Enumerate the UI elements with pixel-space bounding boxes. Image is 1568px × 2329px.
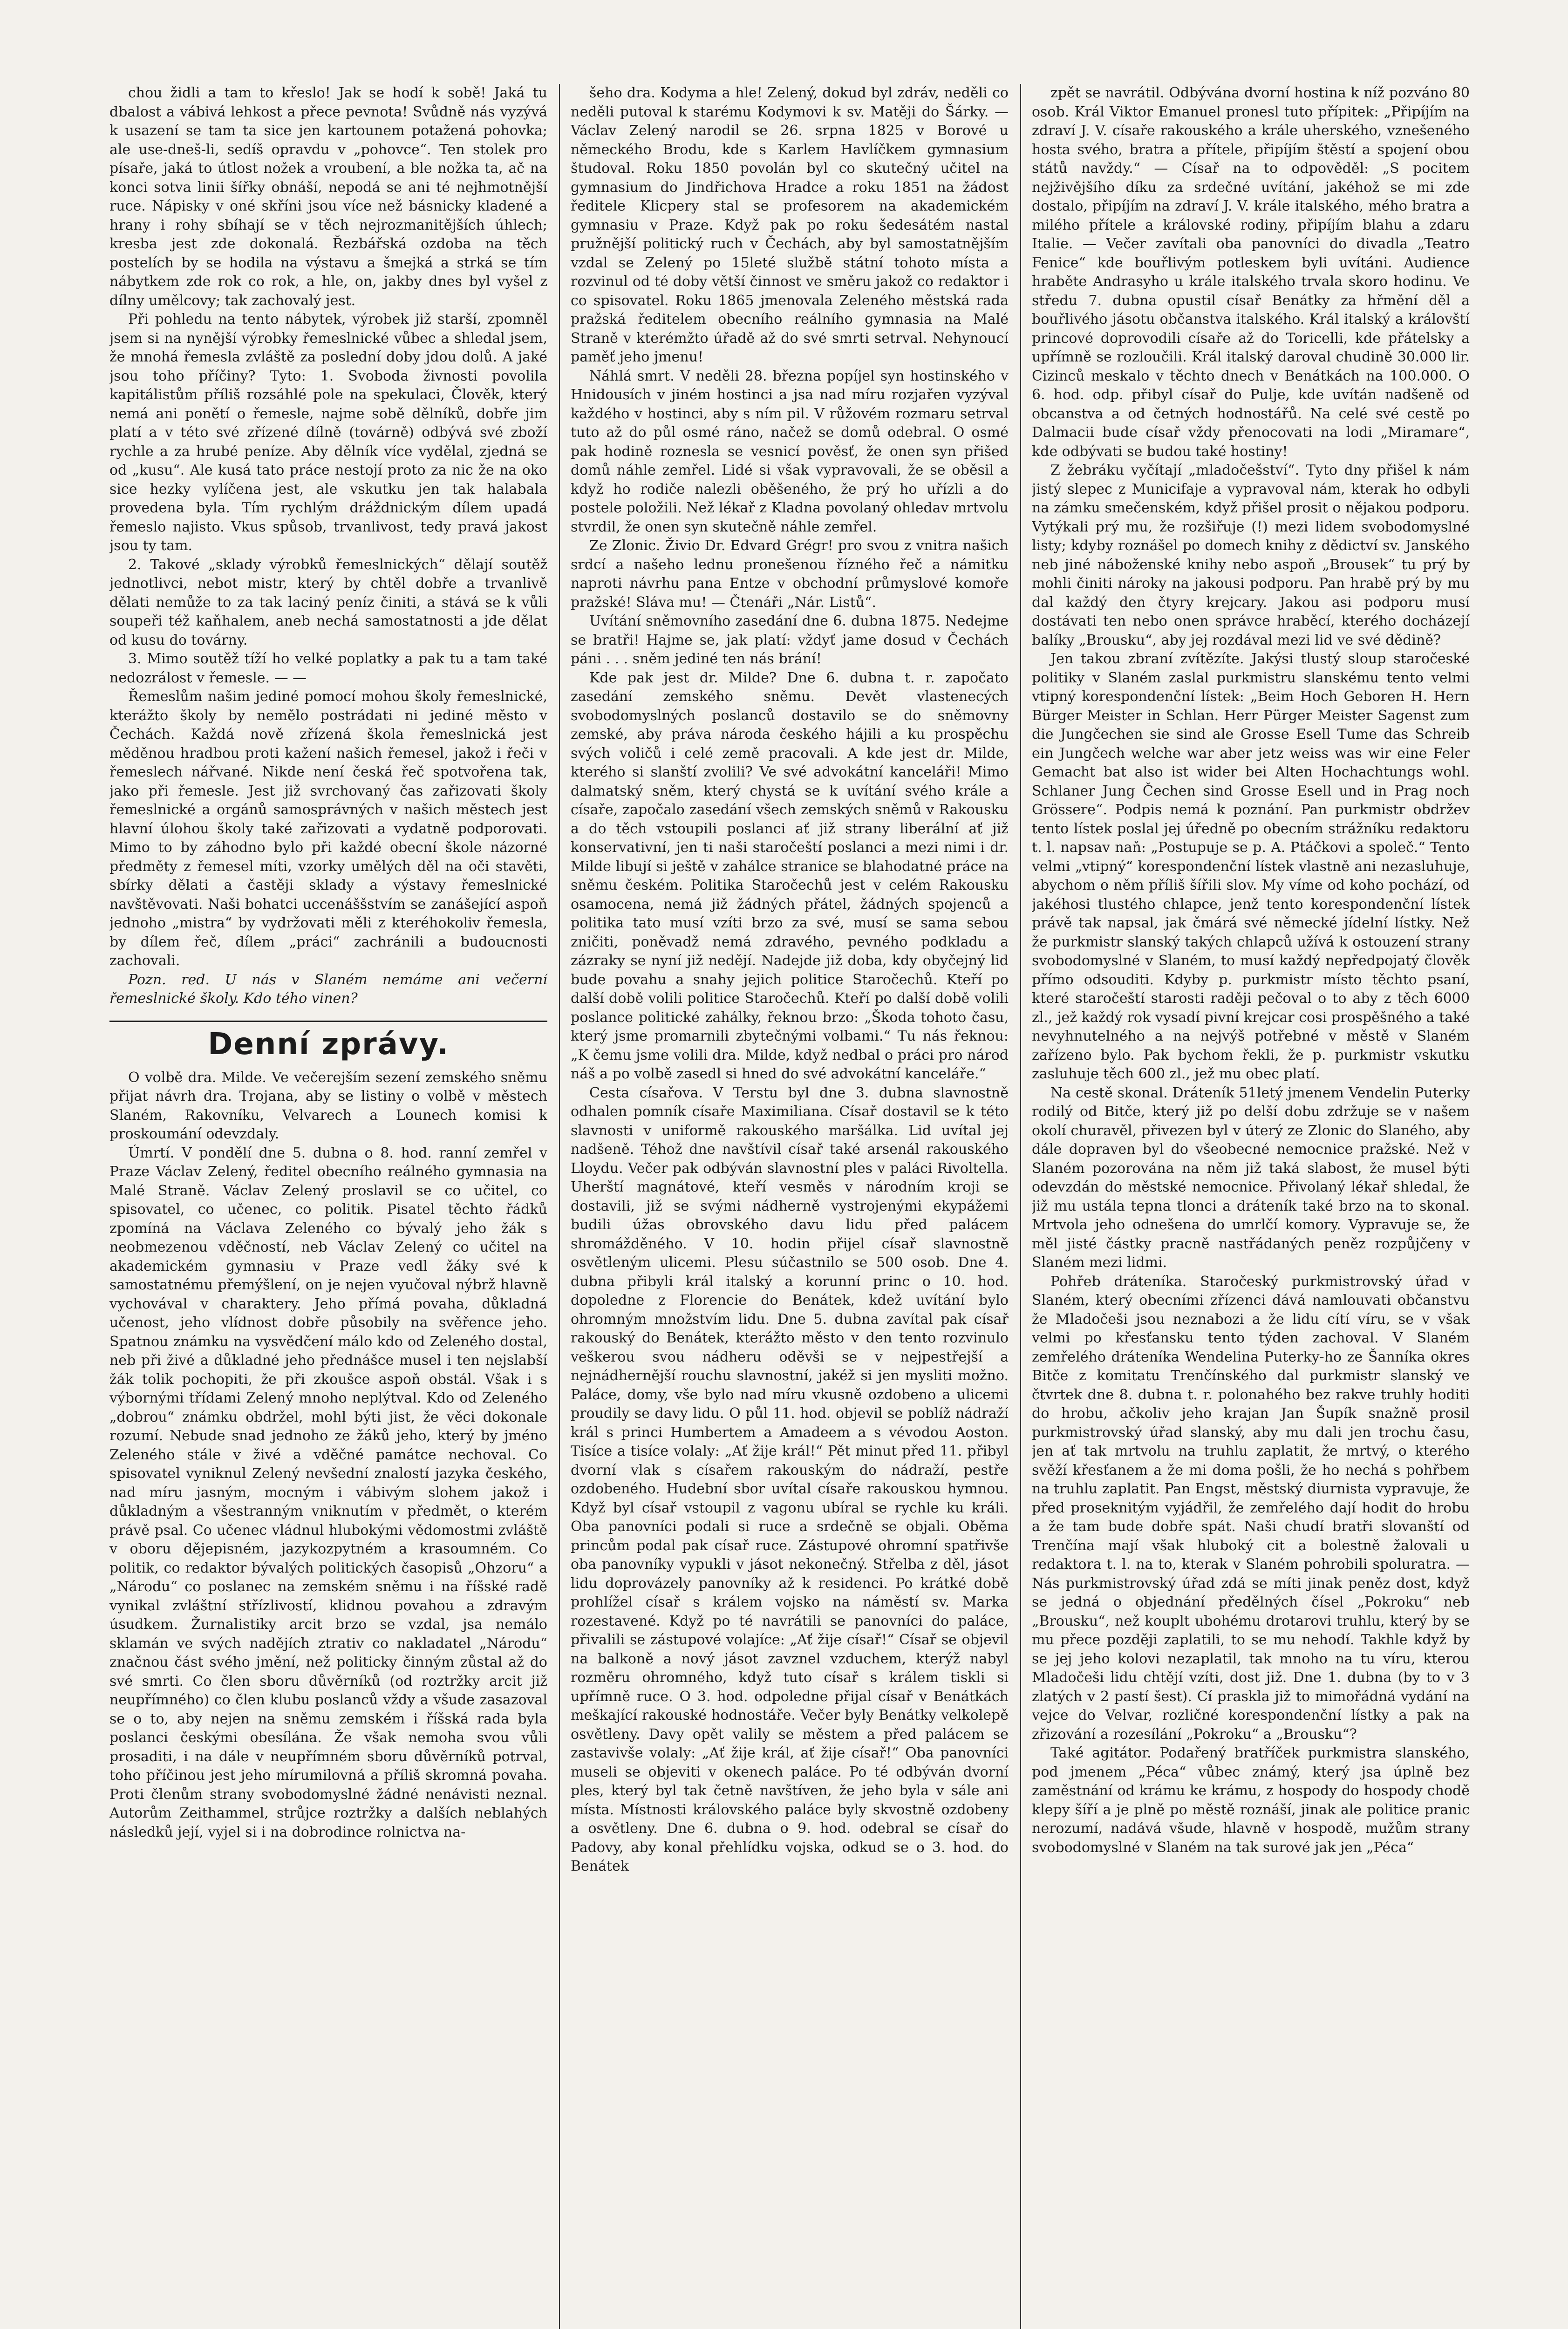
paragraph: O volbě dra. Milde. Ve večerejším sezení zemského sněmu přijat návrh dra. Trojana, aby se listiny o volbě v městech Slaném, Rakovníku, Velvarech a Lounech komisi k proskoumání odevzdaly. [109, 1069, 547, 1142]
column-3 [1032, 84, 1470, 2329]
paragraph: šeho dra. Kodyma a hle! Zelený, dokud byl zdráv, neděli co neděli putoval k starému Kodymovi k sv. Matěji do Šárky. — Václav Zelený narodil se 26. srpna 1825 v Borové u německého Brodu, kde s Karlem Havlíčkem gymnasium študoval. Roku 1850 povolán byl co skutečný učitel na gymnasium do Jindřichova Hradce a roku 1851 na žádost ředitele Klicpery stal se profesorem na akademickém gymnasiu v Praze. Když pak po roku šedesátém nastal pružnější politický ruch v Čechách, aby byl samostatnějším vzdal se Zelený po 15leté službě státní tohoto místa a rozvinul od té doby větší činnost ve směru jakož co redaktor i co spisovatel. Roku 1865 jmenovala Zeleného městská rada pražská ředitelem obecního reálního gymnasia na Malé Straně v kterémžto úřadě až do své smrti setrval. Nehynoucí paměť jeho jmenu! [571, 85, 1009, 365]
paragraph: Úmrtí. V pondělí dne 5. dubna o 8. hod. ranní zemřel v Praze Václav Zelený, ředitel obecního reálného gymnasia na Malé Straně. Václav Zelený proslavil se co učitel, co spisovatel, co učenec, co politik. Pisatel těchto řádků zpomíná na Václava Zeleného co bývalý jeho žák s neobmezenou vděčností, neb Václav Zelený co učitel na akademickém gymnasiu v Praze vedl žáky své k samostatnému přemýšlení, on je nejen vyučoval nýbrž hlavně vychovával v charaktery. Jeho přímá povaha, důkladná učenost, jeho vlídnost dobře působily na svěřence jeho. Spatnou známku na vysvědčení málo kdo od Zeleného dostal, neb při živé a důkladné jeho přednášce musel i ten nejslabší žák tolik pochopiti, že při zkoušce aspoň obstál. Však i s výbornými třídami Zelený mnoho neplýtval. Kdo od Zeleného „dobrou“ známku obdržel, mohl býti jist, že věci dokonale rozumí. Nebude snad jednoho ze žáků jeho, který by jméno Zeleného stále v živé a vděčné památce nechoval. Co spisovatel vyniknul Zelený nevšední znalostí jazyka českého, nad míru jasným, mocným i vábivým slohem jakož i důkladným a všestranným vniknutím v předmět, o kterém právě psal. Co učenec vládnul hlubokými vědomostmi zvláště v oboru dějepisném, jazykozpytném a krasoumném. Co politik, co redaktor bývalých politických časopisů „Ohzoru“ a „Národu“ co poslanec na zemském sněmu i na říšské radě vynikal zvláštní střízlivostí, klidnou povahou a zdravým úsudkem. Žurnalistiky arcit brzo se vzdal, jsa nemálo sklamán ve svých nadějích ztrativ co nakladatel „Národu“ značnou část svého jmění, než politicky činným zůstal až do své smrti. Co člen sboru důvěrníků (od roztržky arcit již neupřímného) co člen klubu poslanců vždy a všude zasazoval se o to, aby nejen na sněmu zemském i říšská rada byla poslanci českými obesílána. Že však nemoha svou vůli prosaditi, i na dále v neupřímném sboru důvěrníků potrval, toho příčinou jest jeho mírumilovná a příliš skromná povaha. Proti členům strany svobodomyslné žádné nenávisti neznal. Autorům Zeithammel, strůjce roztržky a dalších neblahých následků její, vyjel si i na dobrodince rolnictva na- [109, 1144, 547, 1840]
column-rule [559, 84, 560, 2329]
paragraph: Na cestě skonal. Dráteník 51letý jmenem Vendelin Puterky rodilý od Bitče, který již po delší dobu zdržuje se v našem okolí churavěl, přivezen byl v úterý ze Zlonic do Slaného, aby dále dopraven byl do všeobecné nemocnice pražské. Než v Slaném pozorována na něm již taká slabost, že musel býti odevzdán do městské nemocnice. Přivolaný lékař shledal, že již mu ustála tepna tlonci a dráteník také brzo na to skonal. Mrtvola jeho odnešena do umrlčí komory. Vypravuje se, že měl jisté částky pracně nastřádaných peněz rozpůjčeny v Slaném mezi lidmi. [1032, 1084, 1470, 1271]
column-rule [1020, 84, 1021, 2329]
paragraph: Pohřeb dráteníka. Staročeský purkmistrovský úřad v Slaném, který obecními zřízenci dává namlouvati občanstvu že Mladočeši jsou neznabozi a že lidu cítí víru, se v však velmi po křesťansku tento týden zachoval. V Slaném zemřelého dráteníka Wendelina Puterky-ho ze Šanníka okres Bitče z komitatu Trenčínského dal purkmistr slanský ve čtvrtek dne 8. dubna t. r. polonahého bez rakve truhly hoditi do hrobu, ačkoliv jeho krajan Jan Šupík snažně prosil purkmistrovský úřad slanský, aby mu dali jen trochu času, jen ať tak mrtvolu na truhlu zaplatit, že mrtvý, o kterého svěží křesťanem a že mi doma pošli, že ho nechá s pohřbem na truhlu zaplatit. Pan Engst, městský diurnista vypravuje, že před proseknitým vyjádřil, že zemřelého dají hodit do hrobu a že tam bude dobře spát. Naši chudí bratři slovanští od Trenčína mají však hluboký cit a bolestně žalovali u redaktora t. l. na to, kterak v Slaném pohrobili spoluratra. — Nás purkmistrovský úřad zdá se míti jinak peněz dost, když se jedná o objednání předělných čísel „Pokroku“ neb „Brousku“, než kouplt ubohému drotarovi truhlu, který by se mu přece později zaplatili, to se mu nehodí. Takhle když by se jej jeho kolovi nezaplatil, tak mnoho na tu víru, kterou Mladočeši lidu chtějí vzíti, dost již. Dne 1. dubna (by to v 3 zlatých v 2 pastí šest). Cí praskla již to mimořádná vydání na vejce do Velvar, rozličné korespondenční lístky a pak na zřizování a rozesílání „Pokroku“ a „Brousku“? [1032, 1273, 1470, 1743]
paragraph: Řemeslům našim jediné pomocí mohou školy řemeslnické, kterážto školy by nemělo postrádati ni jediné město v Čechách. Každá nově zřízená škola řemeslnická jest měděnou hradbou proti kažení našich řemesel, jakož i řeči v řemeslech nářvané. Nikde není česká řeč spotvořena tak, jako při řemesle. Jest již svrchovaný čas zařizovati školy řemeslnické a orgánů samosprávných v našich městech jest hlavní úlohou školy také zařizovati a vydatně podporovati. Mimo to by záhodno bylo při každé obecní škole názorné předměty z řemesel míti, vzorky umělých děl na oči stavěti, sbírky dělati a častěji sklady a výstavy řemeslnické navštěvovati. Naši bohatci uccenáššstvím se zanášející aspoň jednoho „mistra“ by vydržovati měli z kteréhokoliv řemesla, by dílem řeč, dílem „práci“ zachránili a budoucnosti zachovali. [109, 688, 547, 969]
editor-note: Pozn. red. U nás v Slaném nemáme ani večerní řemeslnické školy. Kdo tého vinen? [109, 971, 547, 1007]
paragraph: Náhlá smrt. V neděli 28. března popíjel syn hostinského v Hnidousích v jiném hostinci a jsa nad míru rozjařen vyzýval každého v hostinci, aby s ním pil. V růžovém rozmaru setrval tuto až do půl osmé ráno, načež se domů odebral. O osmé pak hodině roznesla se vesnicí pověsť, že onen syn přišed domů náhle zemřel. Lidé si však vypravovali, že se oběsil a když ho rodiče nalezli oběšeného, že prý ho uřízli a do postele položili. Než lékař z Kladna povolaný ohledav mrtvolu stvrdil, že onen syn skutečně náhle zemřel. [571, 368, 1009, 535]
paragraph: 2. Takové „sklady výrobků řemeslnických“ dělají soutěž jednotlivci, nebot mistr, který by chtěl dobře a trvanlivě dělati nemůže to za tak laciný peníz činiti, a stává se k vůli soupeři též kaňhalem, aneb nechá samostatnosti a jde dělat od kusu do továrny. [109, 556, 547, 648]
paragraph: Z žebráku vyčítají „mladočešství“. Tyto dny přišel k nám jistý slepec z Municifaje a vypravoval nám, kterak ho odbyli na zámku smečenském, když přišel prosit o nějakou podporu. Vytýkali prý mu, že rozšiřuje (!) mezi lidem svobodomyslné listy; kdyby roznášel po domech knihy z dědictví sv. Janského neb jiné náboženské knihy nebo aspoň „Brousek“ tu prý by mohli činiti nároky na jakousi podporu. Pan hrabě prý by mu dal každý den čtyry krejcary. Jakou asi podporu musí dostávati ten nebo onen správce hraběcí, kterého docházejí balíky „Brousku“, aby jej rozdával mezi lid ve své dědině? [1032, 462, 1470, 648]
paragraph: Uvítání sněmovního zasedání dne 6. dubna 1875. Nedejme se bratři! Hajme se, jak platí: vždyť jame dosud v Čechách páni . . . sněm jediné ten nás brání! [571, 613, 1009, 667]
paragraph: Cesta císařova. V Terstu byl dne 3. dubna slavnostně odhalen pomník císaře Maximiliana. Císař dostavil se k této slavnosti v uniformě rakouského maršálka. Lid uvítal jej nadšeně. Téhož dne navštívil císař také arsenál rakouského Lloydu. Večer pak odbýván slavnostní ples v paláci Rivoltella. Uherští magnátové, kteří vesměs v národním kroji se dostavili, již se svými nádherně vystrojenými ekypážemi budili úžas obrovského davu lidu před palácem shromážděného. V 10. hodin přijel císař slavnostně osvětleným ulicemi. Plesu súčastnilo se 500 osob. Dne 4. dubna přibyli král italský a korunní princ o 10. hod. dopoledne z Florencie do Benátek, kdež uvítání bylo ohromným množstvím lidu. Dne 5. dubna zavítal pak císař rakouský do Benátek, kterážto město v den tento rozvinulo veškerou svou nádheru oděvši se v nejpestřejší a nejnádhernější rouchu slavnostní, jakéž si jen mysliti možno. Paláce, domy, vše bylo nad míru vkusně ozdobeno a ulicemi proudily se davy lidu. O půl 11. hod. objevil se poblíž nádraží král s princi Humbertem a Amadeem a s vévodou Aoston. Tisíce a tisíce volaly: „Ať žije král!“ Pět minut před 11. přibyl dvorní vlak s císařem rakouským do nádraží, pestře ozdobeného. Hudební sbor uvítal císaře rakouskou hymnou. Když byl císař vstoupil z vagonu ubíral se rychle ku králi. Oba panovníci podali si ruce a srdečně se objali. Oběma princům podal pak císař ruce. Zástupové ohromní spatřivše oba panovníky vypukli v jásot nekonečný. Střelba z děl, jásot lidu doprovázely panovníky až k residenci. Po krátké době prohlížel císař s králem vojsko na náměstí sv. Marka rozestavené. Když po té navrátili se panovníci do paláce, přivalili se zástupové volajíce: „Ať žije císař!“ Císař se objevil na balkoně a nový jásot zavznel vzduchem, kterýž nabyl rozměru ohromného, když tuto císař s králem tiskli si upřímně ruce. O 3. hod. odpoledne přijal císař v Benátkách meškající rakouské hodnostáře. Večer byly Benátky velkolepě osvětleny. Davy opět valily se městem a před palácem se zastavivše volaly: „Ať žije král, ať žije císař!“ Oba panovníci museli se objeviti v okenech paláce. Po té odbýván dvorní ples, který byl tak četně navštíven, že jeho byla v sále ani místa. Místnosti královského paláce byly skvostně ozdobeny a osvětleny. Dne 6. dubna o 9. hod. odebral se císař do Padovy, aby konal přehlídku vojska, odkud se o 3. hod. do Benátek [571, 1084, 1009, 1874]
paragraph: Kde pak jest dr. Milde? Dne 6. dubna t. r. započato zasedání zemského sněmu. Devět vlastenecých svobodomyslných poslanců dostavilo se do sněmovny zemské, aby práva národa českého hájili a ku prospěchu svých voličů i celé země pracovali. A kde jest dr. Milde, kterého si slanští zvolili? Ve své advokátní kanceláři! Mimo dalmatský sněm, který chystá se k uvítání svého krále a císaře, započalo zasedání všech zemských sněmů v Rakousku a do těch vstoupili poslanci ať již strany liberální ať již konservativní, jen ti naši staročeští poslanci a mezi nimi i dr. Milde libují si ještě v zahálce stranice se blahodatné práce na sněmu českém. Politika Staročechů jest v celém Rakousku osamocena, nemá již žádných přátel, žádných spojenců a politika tato musí vzíti brzo za své, musí se sama sebou zničiti, poněvadž nemá zdravého, pevného podkladu a zázraky se nyní již nedějí. Nadejde již doba, kdy obyčejný lid bude povahu a snahy jejich politice Staročechů. Kteří po další době volili politice Staročechů. Kteří po další době volili poslance politické zahálky, řeknou brzo: „Škoda tohoto času, který jsme promarnili zbytečnými volbami.“ Tu nás řeknou: „K čemu jsme volili dra. Milde, když nedbal o práci pro národ náš a po volbě zasedl si hned do své advokátní kanceláře.“ [571, 669, 1009, 1082]
paragraph: 3. Mimo soutěž tíží ho velké poplatky a pak tu a tam také nedozrálost v řemesle. — — [109, 651, 547, 686]
section-divider [109, 1021, 547, 1022]
newspaper-page [109, 84, 1470, 2329]
paragraph: Ze Zlonic. Živio Dr. Edvard Grégr! pro svou z vnitra našich srdcí a našeho lednu pronešenou řízného řeč a námitku naproti návrhu pana Entze v obchodní průmyslové komoře pražské! Sláva mu! — Čtenáři „Nár. Listů“. [571, 538, 1009, 611]
column-1 [109, 84, 547, 2329]
paragraph: Také agitátor. Podařený bratříček purkmistra slanského, pod jmenem „Péca“ vůbec známý, který jsa úplně bez zaměstnání od krámu ke krámu, z hospody do hospody chodě klepy šíří a je plně po městě roznáší, jinak ale politice pranic nerozumí, nadává všude, hlavně v hospodě, mužům strany svobodomyslné v Slaném na tak surové jak jen „Péca“ [1032, 1745, 1470, 1856]
section-heading: Denní zprávy. [208, 1027, 449, 1062]
paragraph: Jen takou zbraní zvítězíte. Jakýsi tlustý sloup staročeské politiky v Slaném zaslal purkmistru slanskému tento velmi vtipný korespondenční lístek: „Beim Hoch Geboren H. Hern Bürger Meister in Schlan. Herr Pürger Meister Sagenst zum die Jungčechen sie sind ale Grosse Esell Tume das Schreib ein Jungčech welche war aber jetz weiss was wir eine Feler Gemacht bat also ist wider bei Alten Hochachtungs wohl. Schlaner Jung Čechen sind Grosse Esell und in Prag noch Grössere“. Podpis nemá k poznání. Pan purkmistr obdržev tento lístek poslal jej úředně po obecním strážníku redaktoru t. l. napsav naň: „Postupuje se p. A. Ptáčkovi a společ.“ Tento velmi „vtipný“ korespondenční lístek vlastně ani nezasluhuje, abychom o něm příliš šířili slov. My víme od koho pochází, od jakéhosi tlustého chlapce, jenž tento korespondenční lístek právě tak napsal, jak čmárá své německé jídelní lístky. Než že purkmistr slanský takých chlapců užívá k ostouzení strany svobodomyslné v Slaném, to musí každý nepředpojatý člověk přímo odsouditi. Kdyby p. purkmistr místo těchto psaní, které staročeští starosti raději pečoval o to aby z těch 6000 zl., jež každý rok vysadí pivní krejcar cosi prospěšného a také nevyhnutelného a na nejvýš potřebné v městě v Slaném zařízeno bylo. Pak bychom řekli, že p. purkmistr vskutku zasluhuje těch 600 zl., jež mu obec platí. [1032, 651, 1470, 1082]
paragraph: Při pohledu na tento nábytek, výrobek již starší, zpomněl jsem si na nynější výrobky řemeslnické vůbec a shledal jsem, že mnohá řemesla zvláště za poslední doby jdou dolů. A jaké jsou toho příčiny? Tyto: 1. Svoboda živnosti povolila kapitálistům příliš rozsáhlé pole na spekulaci, Člověk, který nemá ani ponětí o řemesle, najme sobě dělníků, dobře jim platí a v této své zřízené dílně (továrně) odbývá své zboží rychle a za hrubé peníze. Aby dělník více vydělal, zjedná se od „kusu“. Ale kusá tato práce nestojí proto za nic že na oko sice hezky vylíčena jest, ale vskutku jen tak halabala provedena byla. Tím rychlým dráždnickým dílem upadá řemeslo najisto. Vkus spůsob, trvanlivost, tedy pravá jakost jsou ty tam. [109, 311, 547, 554]
column-2 [571, 84, 1009, 2329]
paragraph: chou židli a tam to křeslo! Jak se hodí k sobě! Jaká tu dbalost a vábivá lehkost a přece pevnota! Svůdně nás vyzývá k usazení se tam ta sice jen kartounem potažená pohovka; ale use-dneš-li, sedíš opravdu v „pohovce“. Ten stolek pro písaře, jaká to útlost nožek a vroubení, a ble nožka ta, ač na konci sotva linii šířky obnáší, nepodá se ani té nejhmotnější ruce. Nápisky v oné skříni jsou více než básnicky kladené a hrany i rohy sbíhají se v těch nejrozmanitějších úhlech; kresba jest zde dokonalá. Řezbářská ozdoba na těch postelích by se hodila na výstavu a šmejká a strká se tím nábytkem zde rok co rok, a hle, on, jakby dnes byl vyšel z dílny umělcovy; tak zachovalý jest. [109, 85, 547, 309]
article-remeslnicke-skoly [109, 84, 547, 1008]
paragraph: zpět se navrátil. Odbývána dvorní hostina k níž pozváno 80 osob. Král Viktor Emanuel pronesl tuto přípitek: „Připíjím na zdraví J. V. císaře rakouského a krále uherského, vznešeného hosta svého, bratra a přítele, připíjím štěstí a spojení obou států navždy.“ — Císař na to odpověděl: „S pocitem nejživějšího díku za srdečné uvítání, jakéhož se mi zde dostalo, připíjím na zdraví J. V. krále italského, mého bratra a milého přítele a královské rodiny, připíjím blahu a zdaru Italie. — Večer zavítali oba panovníci do divadla „Teatro Fenice“ kde bouřlivým potleskem byli uvítáni. Audience hraběte Andrasyho u krále italského trvala skoro hodinu. Ve středu 7. dubna opustil císař Benátky za hřmění děl a bouřlivého jásotu občanstva italského. Král italský a královští princové doprovodili císaře až do Toricelli, kde přátelsky a upřímně se rozloučili. Král italský daroval chudině 30.000 lir. Cizinců meskalo v těchto dnech v Benátkách na 100.000. O 6. hod. odp. přibyl císař do Pulje, kde uvítán nadšeně od obcanstva a od četných hodnostářů. Na celé své cestě po Dalmacii bude císař vždy přenocovati na lodi „Miramare“, kde odbývati se budou také hostiny! [1032, 85, 1470, 460]
